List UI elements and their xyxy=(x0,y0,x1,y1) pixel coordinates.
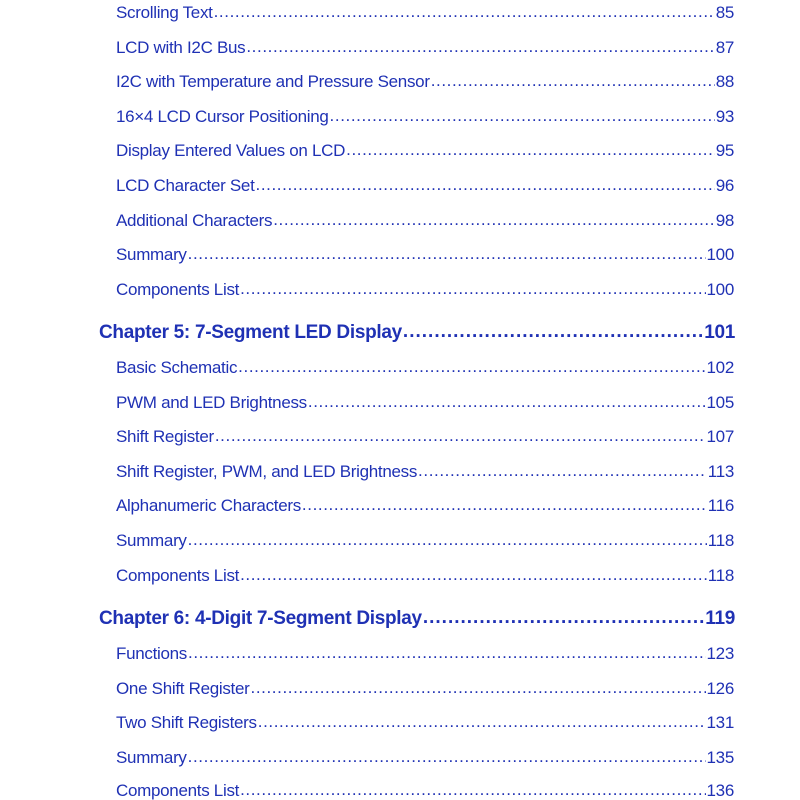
toc-entry-components-list[interactable] xyxy=(116,280,734,300)
toc-entry-title: Summary xyxy=(116,748,187,767)
toc-page-number: 113 xyxy=(707,462,734,481)
toc-dot-leader xyxy=(302,495,707,515)
toc-dot-leader xyxy=(215,426,706,446)
toc-page-number: 100 xyxy=(706,245,734,264)
toc-entry-shift-register-pwm[interactable] xyxy=(116,462,734,482)
toc-entry-title: Shift Register, PWM, and LED Brightness xyxy=(116,462,418,481)
toc-entry-components-list[interactable] xyxy=(116,781,734,800)
toc-page-number: 116 xyxy=(707,496,734,515)
toc-chapter-title: Chapter 5: 7-Segment LED Display xyxy=(99,322,402,343)
toc-dot-leader xyxy=(188,747,706,767)
toc-entry-additional-characters[interactable] xyxy=(116,211,734,231)
toc-dot-leader xyxy=(240,565,707,585)
toc-chapter-5[interactable] xyxy=(99,322,735,344)
toc-page-number: 100 xyxy=(706,280,734,299)
toc-entry-title: Summary xyxy=(116,531,187,550)
toc-dot-leader xyxy=(251,678,706,698)
toc-dot-leader xyxy=(431,71,715,91)
toc-dot-leader xyxy=(308,392,706,412)
toc-page-number: 136 xyxy=(706,781,734,800)
toc-dot-leader xyxy=(240,780,705,800)
toc-entry-components-list[interactable] xyxy=(116,566,734,586)
toc-entry-display-entered-values[interactable] xyxy=(116,141,734,161)
toc-page-number: 95 xyxy=(715,141,734,160)
toc-entry-title: Shift Register xyxy=(116,427,214,446)
toc-dot-leader xyxy=(330,106,715,126)
toc-entry-shift-register[interactable] xyxy=(116,427,734,447)
toc-entry-lcd-character-set[interactable] xyxy=(116,176,734,196)
toc-entry-summary[interactable] xyxy=(116,531,734,551)
toc-dot-leader xyxy=(246,37,714,57)
toc-entry-title: PWM and LED Brightness xyxy=(116,393,307,412)
toc-page-number: 101 xyxy=(704,322,735,343)
toc-entry-title: Components List xyxy=(116,566,240,585)
toc-entry-lcd-with-i2c-bus[interactable] xyxy=(116,38,734,58)
toc-entry-scrolling-text[interactable] xyxy=(116,3,734,23)
toc-dot-leader xyxy=(188,244,706,264)
toc-entry-title: Components List xyxy=(116,280,240,299)
toc-entry-lcd-cursor-positioning[interactable] xyxy=(116,107,734,127)
toc-entry-alphanumeric-characters[interactable] xyxy=(116,496,734,516)
toc-entry-title: Components List xyxy=(116,781,240,800)
toc-entry-two-shift-registers[interactable] xyxy=(116,713,734,733)
toc-entry-title: 16×4 LCD Cursor Positioning xyxy=(116,107,329,126)
toc-page-number: 93 xyxy=(715,107,734,126)
toc-page-number: 131 xyxy=(706,713,734,732)
toc-page-number: 102 xyxy=(706,358,734,377)
toc-entry-title: Display Entered Values on LCD xyxy=(116,141,346,160)
toc-chapter-6[interactable] xyxy=(99,608,735,630)
toc-entry-title: I2C with Temperature and Pressure Sensor xyxy=(116,72,430,91)
toc-entry-title: Scrolling Text xyxy=(116,3,213,22)
toc-entry-summary[interactable] xyxy=(116,245,734,265)
toc-page-number: 105 xyxy=(706,393,734,412)
toc-dot-leader xyxy=(423,607,704,629)
toc-page-number: 119 xyxy=(705,608,735,629)
toc-entry-title: Additional Characters xyxy=(116,211,273,230)
toc-entry-one-shift-register[interactable] xyxy=(116,679,734,699)
toc-entry-summary[interactable] xyxy=(116,748,734,768)
toc-entry-functions[interactable] xyxy=(116,644,734,664)
toc-page-number: 88 xyxy=(715,72,734,91)
toc-entry-title: Basic Schematic xyxy=(116,358,238,377)
toc-dot-leader xyxy=(214,2,715,22)
toc-dot-leader xyxy=(188,530,707,550)
toc-page-number: 87 xyxy=(715,38,734,57)
toc-dot-leader xyxy=(256,175,715,195)
toc-page-number: 107 xyxy=(706,427,734,446)
toc-entry-title: LCD with I2C Bus xyxy=(116,38,246,57)
toc-dot-leader xyxy=(188,643,706,663)
toc-entry-title: One Shift Register xyxy=(116,679,250,698)
toc-dot-leader xyxy=(273,210,714,230)
toc-page-number: 96 xyxy=(715,176,734,195)
toc-page-number: 126 xyxy=(706,679,734,698)
toc-page-number: 118 xyxy=(707,566,734,585)
toc-entry-i2c-temperature-pressure[interactable] xyxy=(116,72,734,92)
toc-dot-leader xyxy=(258,712,706,732)
toc-entry-title: Summary xyxy=(116,245,187,264)
toc-entry-title: Alphanumeric Characters xyxy=(116,496,301,515)
toc-dot-leader xyxy=(346,140,715,160)
toc-page-number: 98 xyxy=(715,211,734,230)
toc-dot-leader xyxy=(418,461,707,481)
toc-page-number: 123 xyxy=(706,644,734,663)
toc-dot-leader xyxy=(240,279,705,299)
toc-entry-title: LCD Character Set xyxy=(116,176,255,195)
toc-page-number: 135 xyxy=(706,748,734,767)
toc-entry-title: Two Shift Registers xyxy=(116,713,257,732)
toc-chapter-title: Chapter 6: 4-Digit 7-Segment Display xyxy=(99,608,422,629)
toc-entry-title: Functions xyxy=(116,644,188,663)
toc-dot-leader xyxy=(403,321,703,343)
toc-entry-basic-schematic[interactable] xyxy=(116,358,734,378)
toc-dot-leader xyxy=(238,357,705,377)
toc-page-number: 85 xyxy=(715,3,734,22)
toc-entry-pwm-led-brightness[interactable] xyxy=(116,393,734,413)
toc-page-number: 118 xyxy=(707,531,734,550)
